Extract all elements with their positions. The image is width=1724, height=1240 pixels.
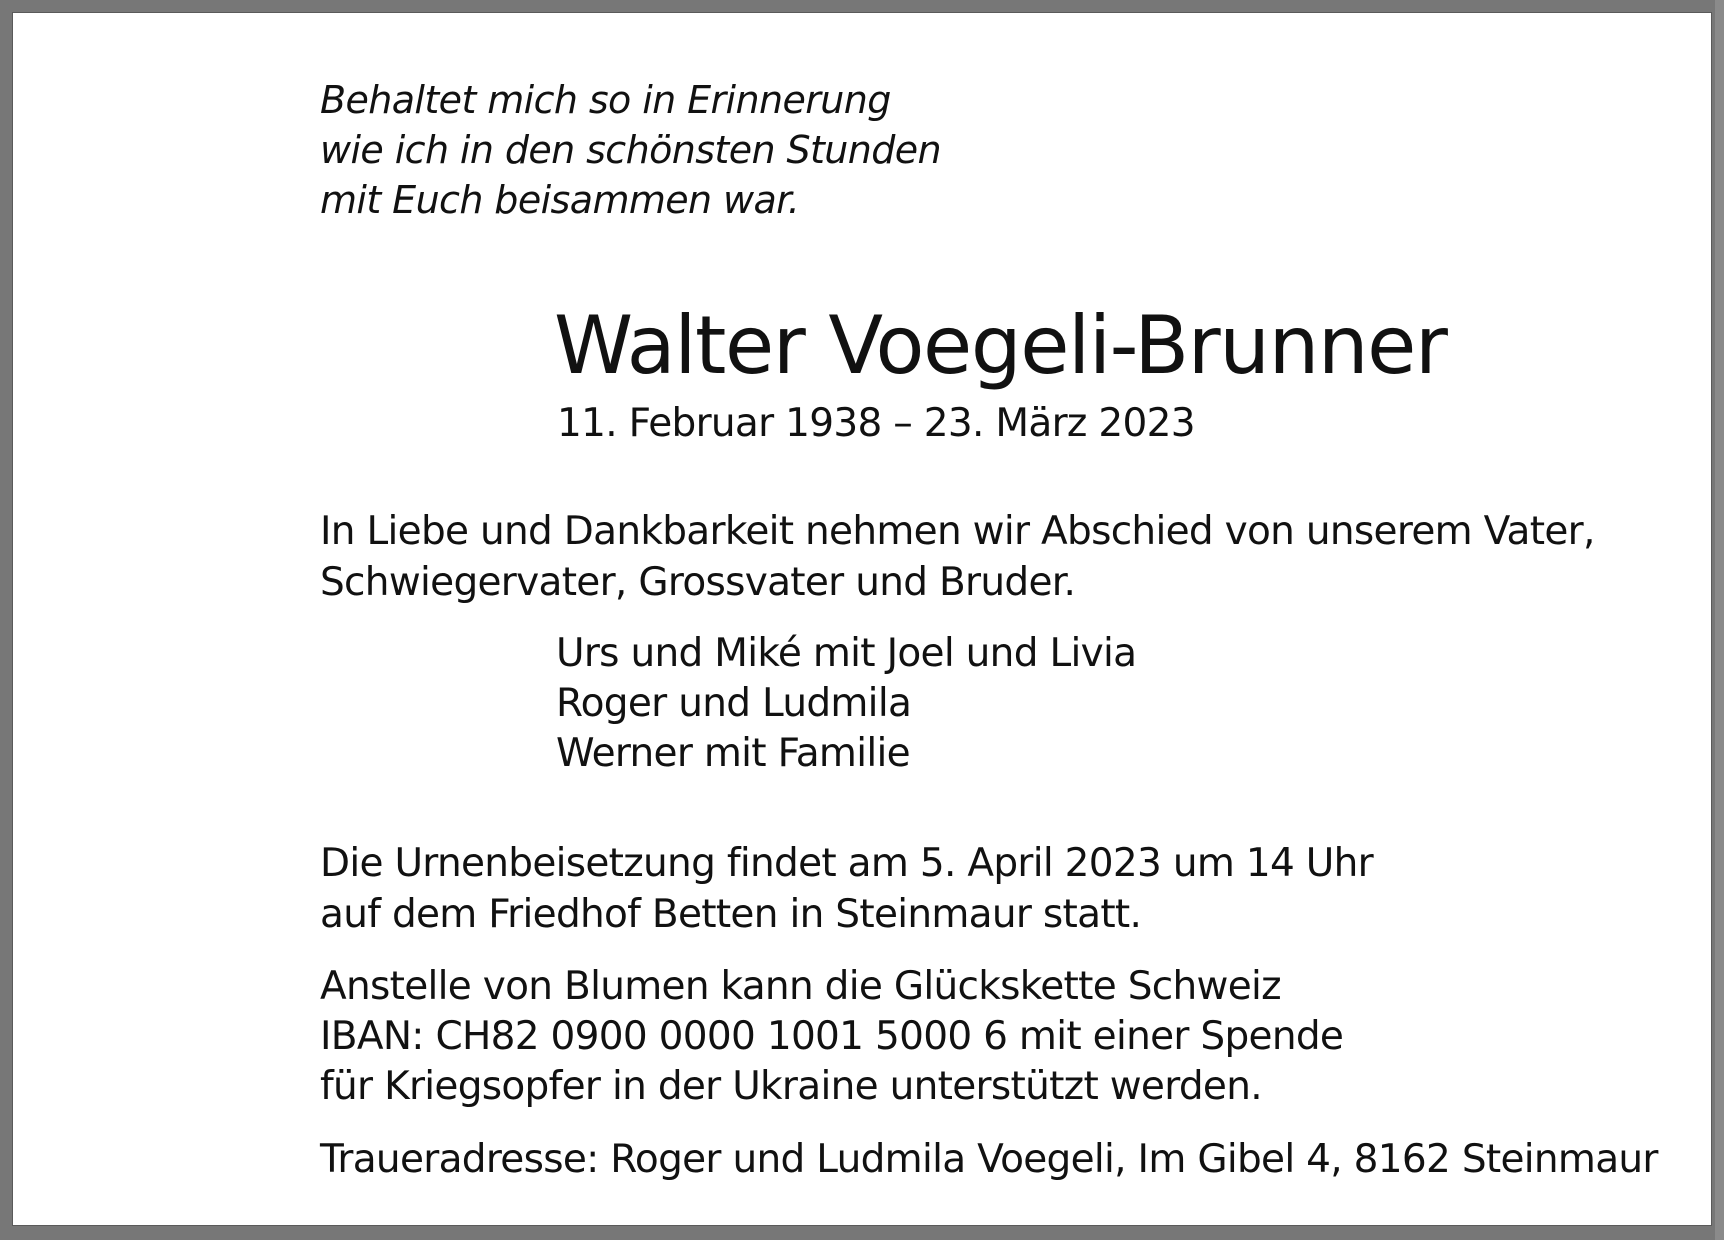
mourner-entry: Werner mit Familie — [556, 731, 910, 776]
life-dates: 11. Februar 1938 – 23. März 2023 — [557, 401, 1195, 446]
donation-info — [320, 962, 1343, 1112]
motto-line: wie ich in den schönsten Stunden — [320, 128, 942, 172]
mourning-address: Traueradresse: Roger und Ludmila Voegeli, Im Gibel 4, 8162 Steinmaur — [320, 1137, 1658, 1182]
mourners-list — [556, 629, 1136, 779]
deceased-name: Walter Voegeli-Brunner — [554, 299, 1447, 392]
farewell-line: In Liebe und Dankbarkeit nehmen wir Abschied von unserem Vater, — [320, 509, 1595, 554]
mourner-entry: Urs und Miké mit Joel und Livia — [556, 631, 1137, 676]
burial-info — [320, 838, 1373, 940]
mourner-entry: Roger und Ludmila — [556, 681, 912, 726]
burial-line: Die Urnenbeisetzung findet am 5. April 2023 um 14 Uhr — [320, 841, 1373, 886]
motto-line: Behaltet mich so in Erinnerung — [320, 78, 891, 122]
donation-line: Anstelle von Blumen kann die Glückskette Schweiz — [320, 964, 1281, 1009]
motto-verse — [320, 75, 941, 225]
scrollbar-edge — [1715, 0, 1724, 1240]
motto-line: mit Euch beisammen war. — [320, 178, 800, 222]
farewell-text — [320, 506, 1595, 608]
obituary-notice — [12, 12, 1712, 1226]
donation-line: für Kriegsopfer in der Ukraine unterstützt werden. — [320, 1064, 1262, 1109]
farewell-line: Schwiegervater, Grossvater und Bruder. — [320, 560, 1076, 605]
donation-line: IBAN: CH82 0900 0000 1001 5000 6 mit einer Spende — [320, 1014, 1344, 1059]
burial-line: auf dem Friedhof Betten in Steinmaur statt. — [320, 892, 1142, 937]
